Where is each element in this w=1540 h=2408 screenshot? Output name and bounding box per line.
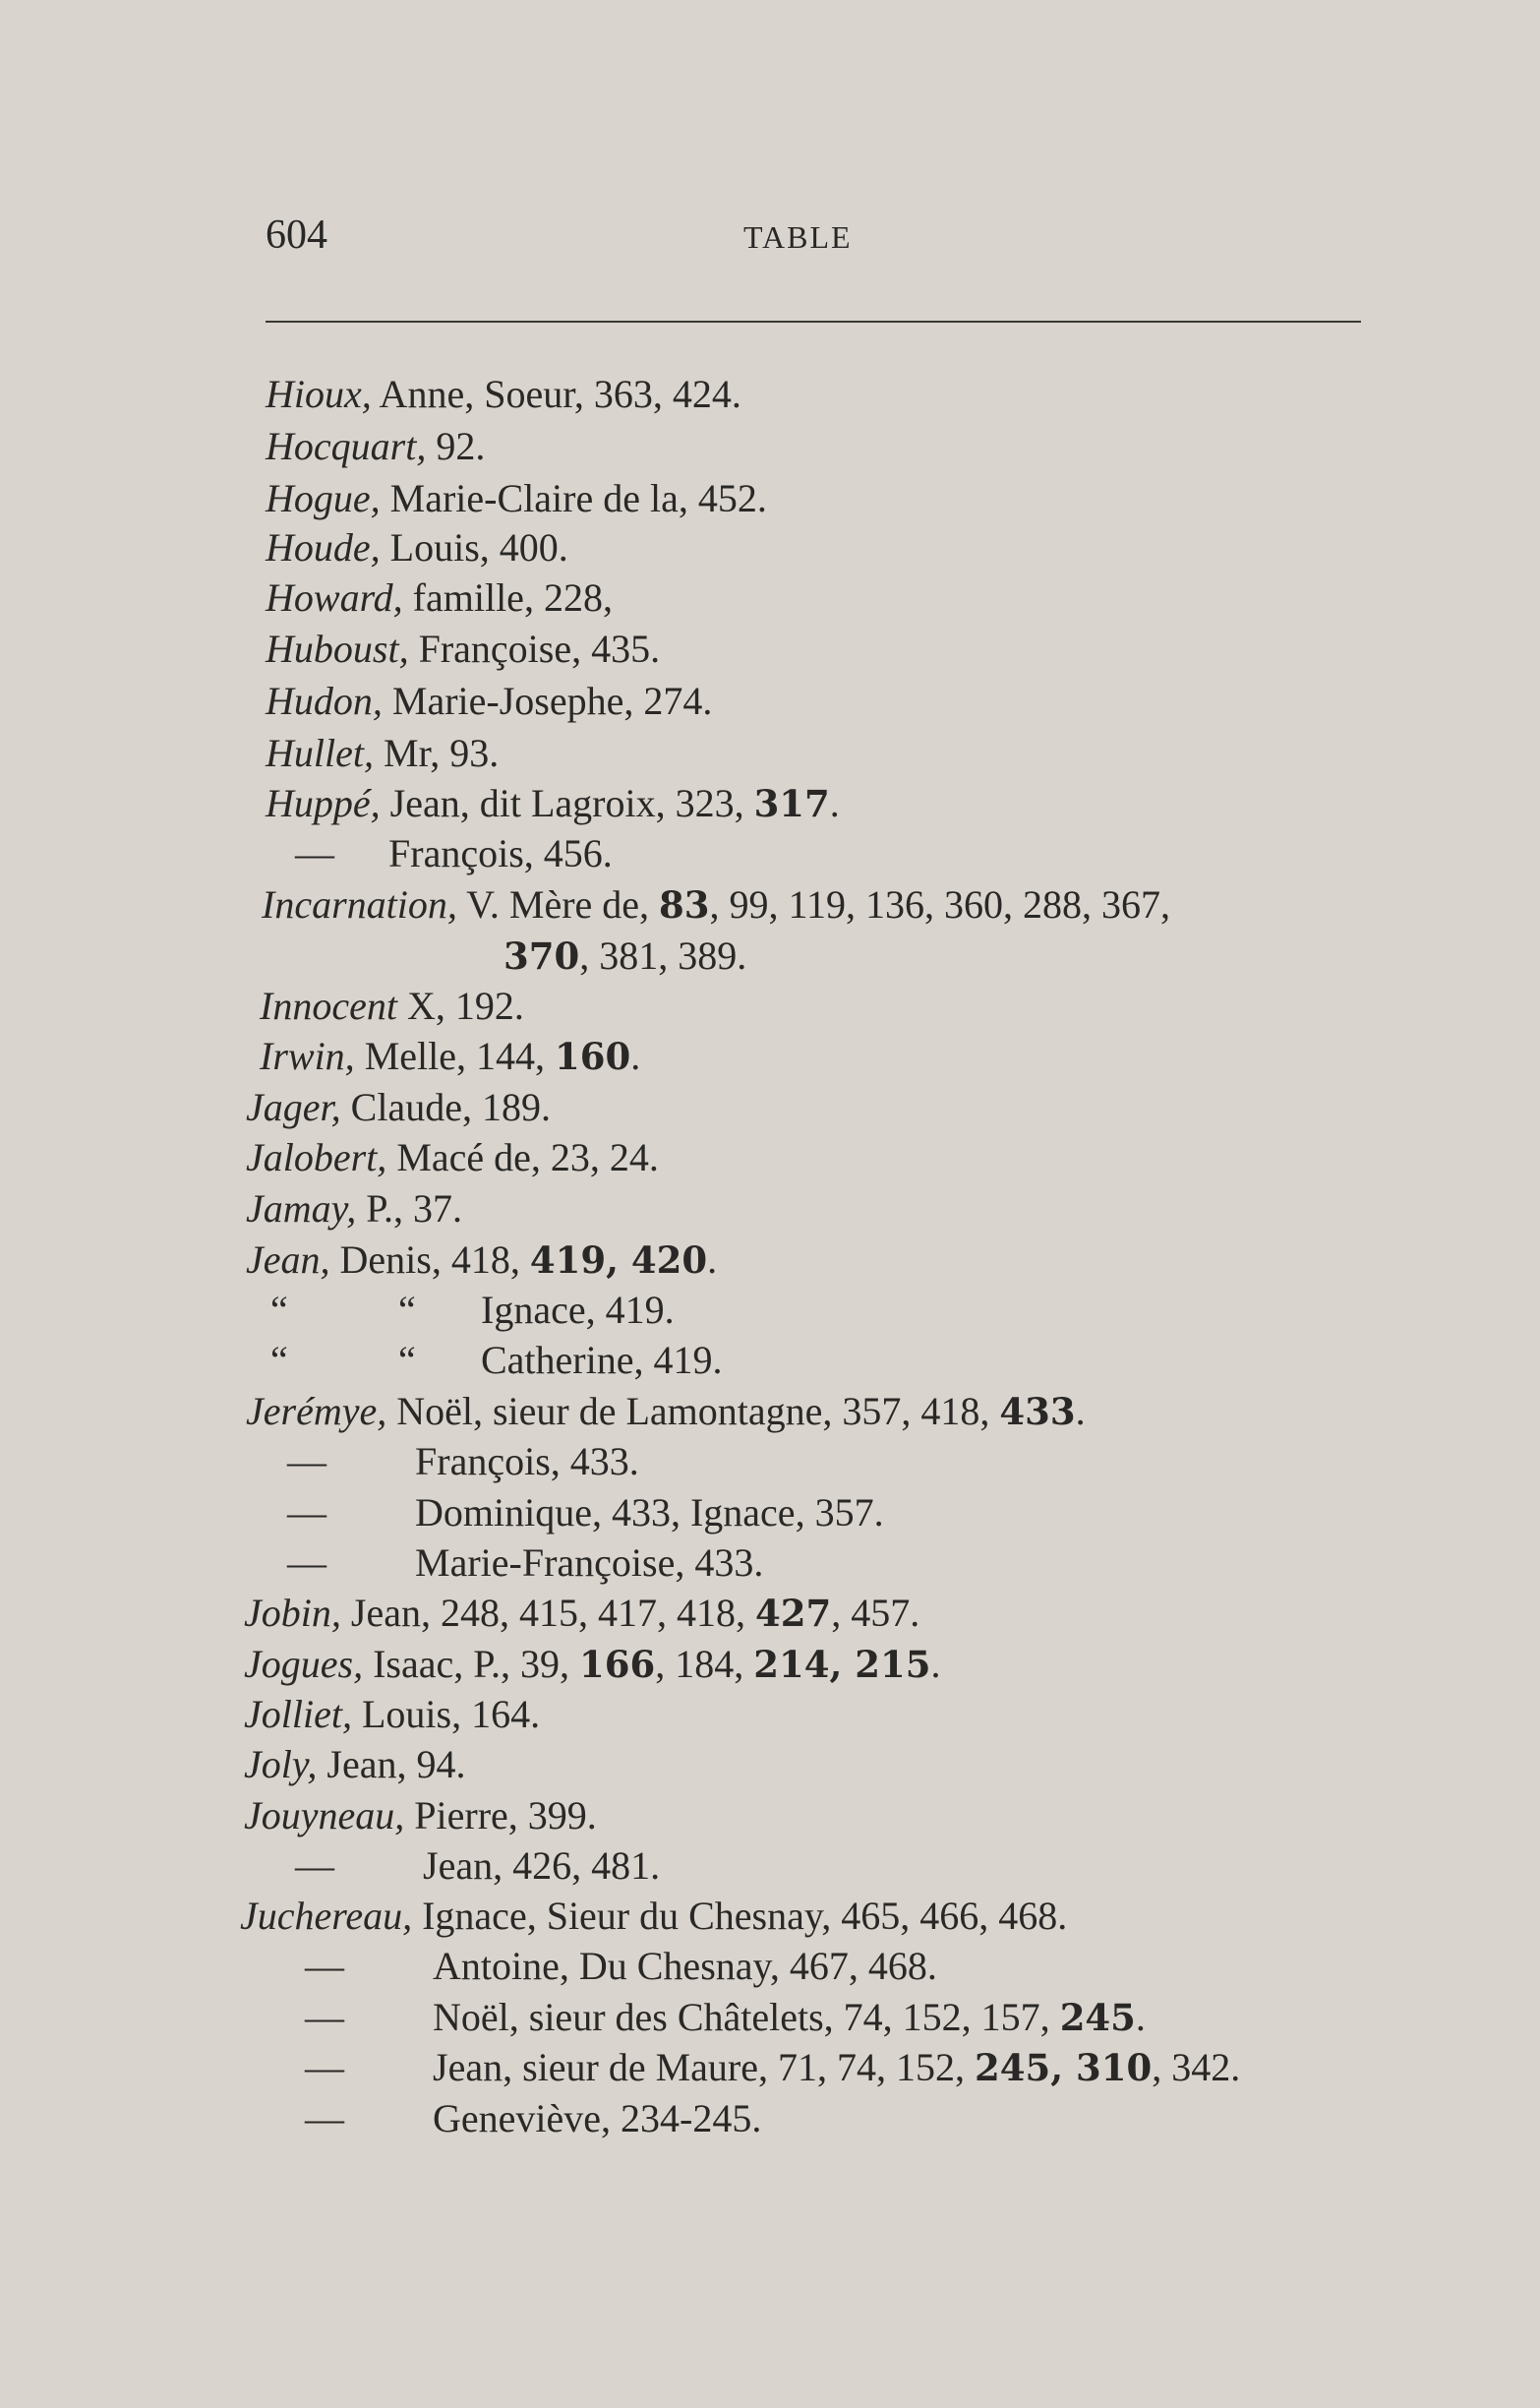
entry-text: Anne, Soeur, 363, 424. [371,372,741,416]
bold-separator: , [1050,2046,1076,2089]
entry-end: . [829,781,840,825]
entry-name: Howard, [266,575,403,620]
entry-name: Huboust, [266,627,409,671]
index-entry [240,1891,1067,1942]
index-entry [244,1790,597,1841]
entry-text: 92. [426,424,486,468]
index-entry [244,1639,941,1690]
page-header [266,211,1361,271]
entry-name: Jean, [246,1237,330,1282]
ditto-dash: — [287,1439,326,1483]
entry-text: Pierre, 399. [404,1793,597,1837]
index-subentry [295,1840,660,1892]
entry-name: Irwin, [260,1034,355,1078]
entry-text: Catherine, 419. [481,1338,723,1382]
entry-text: Louis, 400. [380,525,568,570]
bold-page-ref: 215 [855,1643,931,1686]
bold-page-ref: 370 [503,934,580,978]
bold-page-ref: 245 [1059,1996,1136,2039]
entry-name: Jogues, [244,1642,364,1686]
ditto-dash: — [305,1944,344,1988]
index-entry [244,1689,540,1740]
entry-text: Melle, 144, [354,1034,555,1078]
bold-page-ref: 433 [999,1390,1076,1433]
entry-name: Jerémye, [246,1389,387,1433]
entry-name: Juchereau, [240,1894,413,1938]
entry-name: Incarnation, [262,882,457,927]
ditto-dash: — [305,2045,344,2089]
entry-text: Françoise, 435. [408,627,661,671]
entry-text: P., 37. [356,1186,462,1231]
index-subentry [287,1537,763,1589]
ditto-mark: “ [270,1338,288,1382]
entry-text: Antoine, Du Chesnay, 467, 468. [433,1944,937,1988]
entry-text: Marie-Claire de la, 452. [380,476,767,520]
bold-page-ref: 160 [555,1035,631,1078]
ditto-dash: — [287,1490,326,1535]
entry-end: , 342. [1152,2045,1241,2089]
entry-text: , 99, 119, 136, 360, 288, 367, [709,882,1171,927]
entry-text: Jean, 94. [317,1742,466,1786]
bold-page-ref: 245 [974,2046,1051,2089]
index-entry [266,421,485,472]
ditto-mark: “ [270,1288,288,1332]
entry-text: Louis, 164. [351,1692,541,1736]
bold-separator: , [829,1643,856,1686]
entry-text: Dominique, 433, Ignace, 357. [415,1490,884,1535]
index-entry [246,1183,462,1234]
index-entry [244,1588,919,1639]
ditto-dash: — [305,2096,344,2140]
index-entry [246,1234,717,1286]
ditto-dash: — [305,1995,344,2039]
index-subentry [270,1285,675,1336]
bold-page-ref: 427 [754,1592,832,1635]
index-subentry [287,1487,884,1538]
index-subentry [287,1436,639,1487]
bold-page-ref: 166 [579,1643,656,1686]
entry-text: François, 456. [388,831,613,875]
entry-end: . [630,1034,641,1078]
bold-page-ref: 310 [1075,2046,1153,2089]
entry-text: Noël, sieur des Châtelets, 74, 152, 157, [433,1995,1060,2039]
entry-end: . [1075,1389,1086,1433]
ditto-mark: “ [398,1338,416,1382]
running-title: TABLE [743,219,853,255]
ditto-dash: — [295,1843,334,1888]
index-entry [246,1132,659,1183]
entry-text: Ignace, 419. [481,1288,675,1332]
entry-text: Jean, sieur de Maure, 71, 74, 152, [433,2045,975,2089]
index-entry [266,728,499,779]
entry-name: Jouyneau, [244,1793,405,1837]
index-entry [266,369,741,420]
header-rule [266,321,1361,323]
bold-page-ref: 420 [630,1238,708,1282]
entry-text: Noël, sieur de Lamontagne, 357, 418, [386,1389,1000,1433]
entry-text: Jean, 248, 415, 417, 418, [340,1591,755,1635]
entry-text: Claude, 189. [340,1085,551,1129]
entry-name: Huppé, [266,781,381,825]
entry-name: Hioux, [266,372,372,416]
bold-page-ref: 419 [529,1238,607,1282]
entry-name: Hudon, [266,679,383,723]
index-entry [246,1386,1086,1437]
index-entry [266,473,767,524]
entry-end: . [1135,1995,1146,2039]
entry-text: Jean, 426, 481. [423,1843,661,1888]
entry-name: Hullet, [266,731,374,775]
entry-text: Geneviève, 234-245. [433,2096,762,2140]
entry-name: Joly, [244,1742,318,1786]
bold-separator: , [606,1238,631,1282]
entry-name: Houde, [266,525,381,570]
entry-text: Marie-Josephe, 274. [382,679,713,723]
entry-name: Hocquart, [266,424,427,468]
index-entry [266,676,712,727]
index-entry [266,572,613,624]
page-number: 604 [266,212,327,258]
index-entry [266,522,568,573]
entry-end: . [930,1642,941,1686]
ditto-mark: “ [398,1288,416,1332]
index-subentry [270,1335,723,1386]
entry-text: Denis, 418, [329,1237,530,1282]
entry-text: Mr, 93. [373,731,500,775]
index-entry-continuation [503,931,746,982]
entry-name: Innocent [260,984,397,1028]
bold-page-ref: 83 [659,883,710,927]
entry-text: Isaac, P., 39, [363,1642,580,1686]
index-subentry [305,1941,937,1992]
index-entry [266,778,840,829]
index-subentry [305,2093,761,2144]
entry-name: Jalobert, [246,1135,387,1179]
index-entry [260,1031,640,1082]
index-entry [266,624,660,675]
entry-text: V. Mère de, [456,882,660,927]
entry-text: X, 192. [396,984,524,1028]
ditto-dash: — [295,831,334,875]
index-subentry [305,1992,1146,2043]
entry-text: Jean, dit Lagroix, 323, [380,781,754,825]
entry-text: François, 433. [415,1439,639,1483]
entry-end: . [707,1237,718,1282]
ditto-dash: — [287,1540,326,1585]
entry-name: Jamay, [246,1186,357,1231]
index-subentry [305,2042,1240,2093]
entry-text: famille, 228, [402,575,613,620]
bold-page-ref: 317 [753,782,830,825]
index-entry [244,1739,466,1790]
entry-text: Ignace, Sieur du Chesnay, 465, 466, 468. [412,1894,1068,1938]
index-entry [246,1082,551,1133]
entry-text: Marie-Françoise, 433. [415,1540,764,1585]
entry-text: , 184, [655,1642,754,1686]
entry-end: , 457. [831,1591,920,1635]
entry-name: Jolliet, [244,1692,352,1736]
entry-text: , 381, 389. [579,933,747,978]
entry-name: Jager, [246,1085,341,1129]
entry-text: Macé de, 23, 24. [386,1135,659,1179]
index-entry [262,879,1170,931]
entry-name: Jobin, [244,1591,341,1635]
index-subentry [295,828,613,879]
index-entry [260,981,524,1032]
bold-page-ref: 214 [753,1643,830,1686]
entry-name: Hogue, [266,476,381,520]
